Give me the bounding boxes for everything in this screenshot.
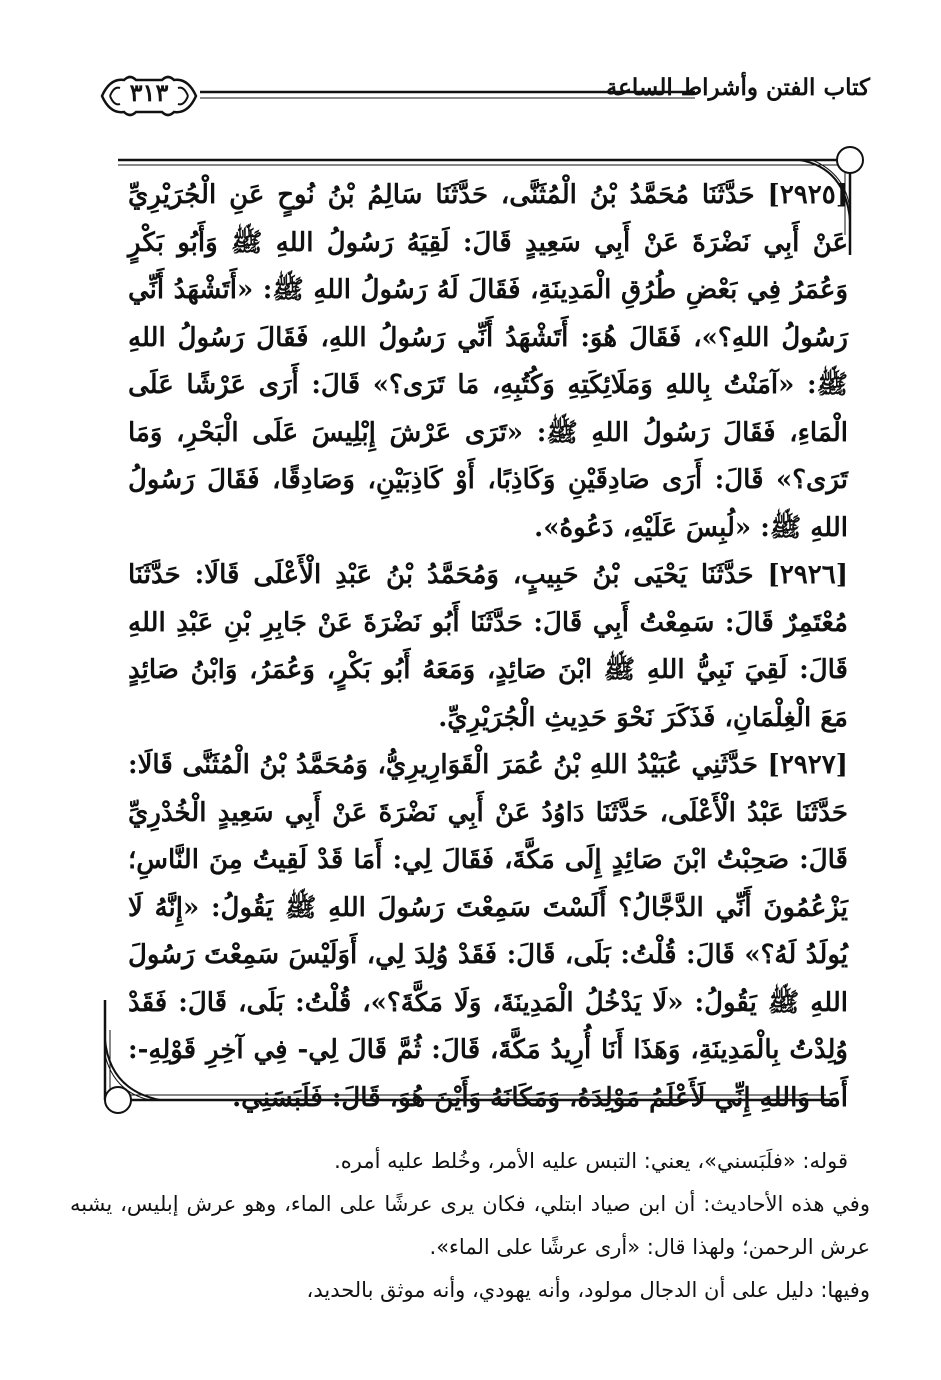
hadith-body: حَدَّثَنَا يَحْيَى بْنُ حَبِيبٍ، وَمُحَمَّدُ بْنُ عَبْدِ الْأَعْلَى قَالَا: حَدَّثَنَا مُعْتَمِرٌ قَالَ: سَمِعْتُ أَبِي قَالَ: حَدَّثَنَا أَبُو نَضْرَةَ عَنْ جَابِرِ بْنِ عَبْدِ اللهِ قَالَ: لَقِيَ نَبِيُّ اللهِ ﷺ ابْنَ صَائِدٍ، وَمَعَهُ أَبُو بَكْرٍ، وَعُمَرُ، وَابْنُ صَائِدٍ مَعَ الْغِلْمَانِ، فَذَكَرَ نَحْوَ حَدِيثِ الْجُرَيْرِيِّ. bbox=[128, 560, 848, 733]
header-rule bbox=[200, 86, 695, 106]
commentary-paragraph: وفي هذه الأحاديث: أن ابن صياد ابتلي، فكان يرى عرشًا على الماء، وهو عرش إبليس، يشبه عرش الرحمن؛ ولهذا قال: «أرى عرشًا على الماء». bbox=[70, 1192, 870, 1259]
page-number: ٣١٣ bbox=[129, 78, 169, 107]
hadith-2925 bbox=[128, 172, 848, 552]
hadith-body: حَدَّثَنَا مُحَمَّدُ بْنُ الْمُثَنَّى، حَدَّثَنَا سَالِمُ بْنُ نُوحٍ عَنِ الْجُرَيْرِيِّ عَنْ أَبِي نَضْرَةَ عَنْ أَبِي سَعِيدٍ قَالَ: لَقِيَهُ رَسُولُ اللهِ ﷺ وَأَبُو بَكْرٍ وَعُمَرُ فِي بَعْضِ طُرُقِ الْمَدِينَةِ، فَقَالَ لَهُ رَسُولُ اللهِ ﷺ: «أَتَشْهَدُ أَنِّي رَسُولُ اللهِ؟»، فَقَالَ هُوَ: أَتَشْهَدُ أَنِّي رَسُولُ اللهِ، فَقَالَ رَسُولُ اللهِ ﷺ: «آمَنْتُ بِاللهِ وَمَلَائِكَتِهِ وَكُتُبِهِ، مَا تَرَى؟» قَالَ: أَرَى عَرْشًا عَلَى الْمَاءِ، فَقَالَ رَسُولُ اللهِ ﷺ: «تَرَى عَرْشَ إِبْلِيسَ عَلَى الْبَحْرِ، وَمَا تَرَى؟» قَالَ: أَرَى صَادِقَيْنِ وَكَاذِبًا، أَوْ كَاذِبَيْنِ، وَصَادِقًا، فَقَالَ رَسُولُ اللهِ ﷺ: «لُبِسَ عَلَيْهِ، دَعُوهُ». bbox=[128, 180, 848, 543]
hadith-2927 bbox=[128, 742, 848, 1122]
hadith-number: [٢٩٢٧] bbox=[767, 750, 848, 780]
hadith-number: [٢٩٢٦] bbox=[767, 560, 848, 590]
page-number-ornament bbox=[100, 72, 198, 120]
hadith-2926 bbox=[128, 552, 848, 742]
hadith-text-block bbox=[128, 172, 848, 1122]
hadith-body: حَدَّثَنِي عُبَيْدُ اللهِ بْنُ عُمَرَ الْقَوَارِيرِيُّ، وَمُحَمَّدُ بْنُ الْمُثَنَّى قَالَا: حَدَّثَنَا عَبْدُ الْأَعْلَى، حَدَّثَنَا دَاوُدُ عَنْ أَبِي نَضْرَةَ عَنْ أَبِي سَعِيدٍ الْخُدْرِيِّ قَالَ: صَحِبْتُ ابْنَ صَائِدٍ إِلَى مَكَّةَ، فَقَالَ لِي: أَمَا قَدْ لَقِيتُ مِنَ النَّاسِ؛ يَزْعُمُونَ أَنِّي الدَّجَّالُ؟ أَلَسْتَ سَمِعْتَ رَسُولَ اللهِ ﷺ يَقُولُ: «إِنَّهُ لَا يُولَدُ لَهُ؟» قَالَ: قُلْتُ: بَلَى، قَالَ: فَقَدْ وُلِدَ لِي، أَوَلَيْسَ سَمِعْتَ رَسُولَ اللهِ ﷺ يَقُولُ: «لَا يَدْخُلُ الْمَدِينَةَ، وَلَا مَكَّةَ؟»، قُلْتُ: بَلَى، قَالَ: فَقَدْ وُلِدْتُ بِالْمَدِينَةِ، وَهَذَا أَنَا أُرِيدُ مَكَّةَ، قَالَ: ثُمَّ قَالَ لِي- فِي آخِرِ قَوْلِهِ-: أَمَا وَاللهِ إِنِّي لَأَعْلَمُ مَوْلِدَهُ، وَمَكَانَهُ وَأَيْنَ هُوَ، قَالَ: فَلَبَسَنِي. bbox=[128, 750, 848, 1113]
page-header bbox=[100, 72, 870, 132]
commentary-block bbox=[70, 1140, 870, 1312]
commentary-paragraph: قوله: «فلَبَسني»، يعني: التبس عليه الأمر، وخُلط عليه أمره. bbox=[334, 1149, 848, 1173]
commentary-paragraph: وفيها: دليل على أن الدجال مولود، وأنه يهودي، وأنه موثق بالحديد، bbox=[306, 1278, 870, 1302]
hadith-number: [٢٩٢٥] bbox=[767, 180, 848, 210]
chapter-title: كتاب الفتن وأشراط الساعة bbox=[605, 74, 870, 101]
